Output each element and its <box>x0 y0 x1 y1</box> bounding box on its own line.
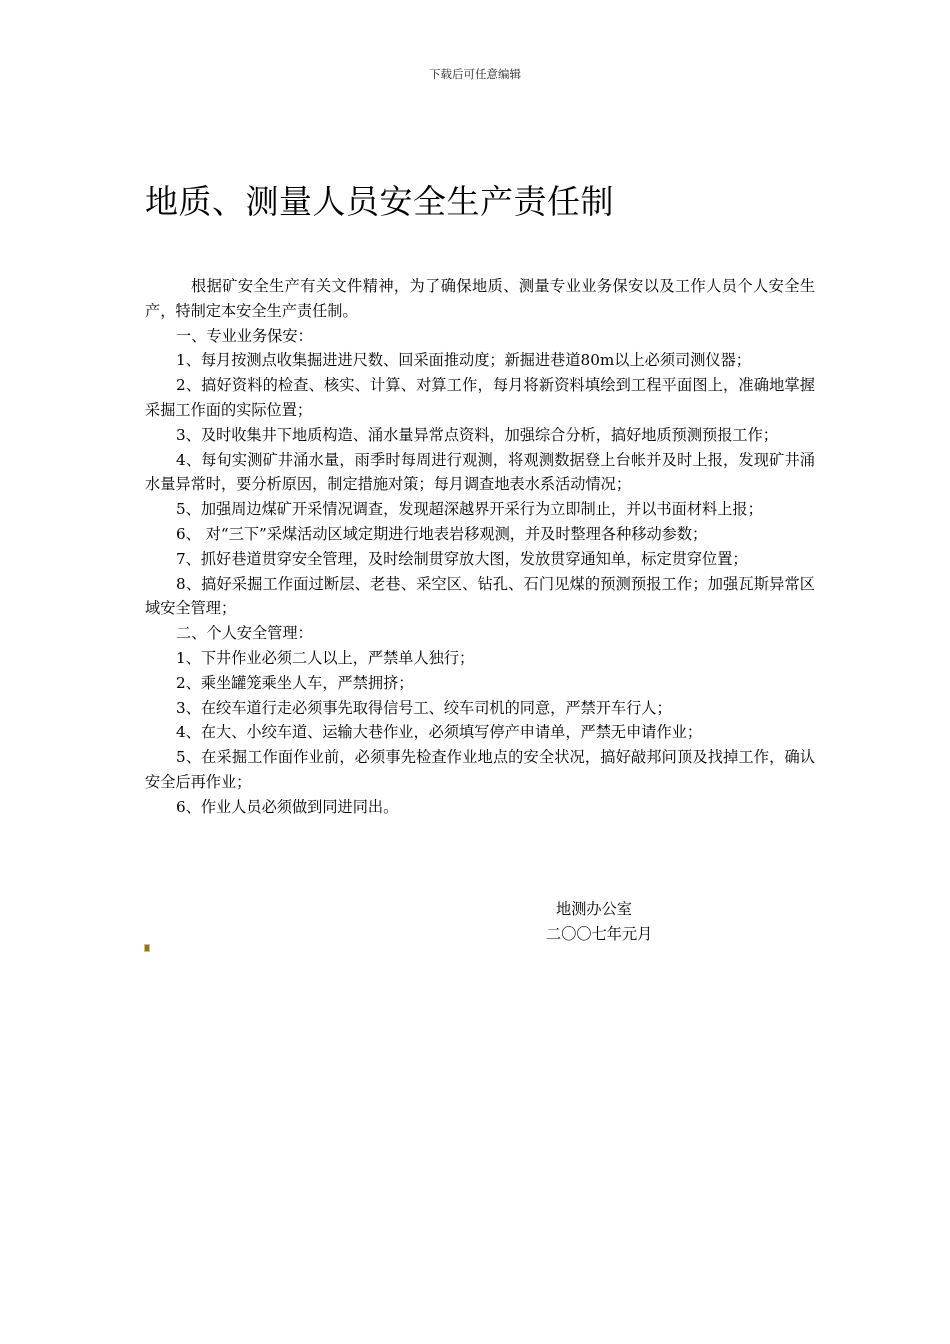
header-note: 下载后可任意编辑 <box>429 67 521 81</box>
signature-office: 地测办公室 <box>556 900 632 918</box>
list-item: 7、抓好巷道贯穿安全管理，及时绘制贯穿放大图，发放贯穿通知单，标定贯穿位置； <box>176 549 748 568</box>
intro-paragraph: 根据矿安全生产有关文件精神，为了确保地质、测量专业业务保安以及工作人员个人安全生产，特制定本安全生产责任制。 <box>145 277 815 320</box>
list-item: 4、在大、小绞车道、运输大巷作业，必须填写停产申请单，严禁无申请作业； <box>176 723 703 742</box>
list-item: 2、乘坐罐笼乘坐人车，严禁拥挤； <box>176 673 414 692</box>
list-item: 1、下井作业必须二人以上，严禁单人独行； <box>176 648 475 667</box>
section-heading: 一、专业业务保安： <box>176 326 313 345</box>
list-item: 2、搞好资料的检查、核实、计算、对算工作，每月将新资料填绘到工程平面图上，准确地掌握采掘工作面的实际位置； <box>145 376 815 419</box>
list-item: 4、每旬实测矿井涌水量，雨季时每周进行观测，将观测数据登上台帐并及时上报，发现矿井涌水量异常时，要分析原因，制定措施对策；每月调查地表水系活动情况； <box>145 450 815 494</box>
signature-date: 二〇〇七年元月 <box>546 925 653 943</box>
section-heading: 二、个人安全管理： <box>176 624 313 643</box>
embedded-object-mark <box>144 944 150 952</box>
document-body <box>145 274 815 820</box>
list-item: 6、 对“三下”采煤活动区域定期进行地表岩移观测，并及时整理各种移动参数； <box>176 524 708 543</box>
list-item: 1、每月按测点收集掘进进尺数、回采面推动度；新掘进巷道80m以上必须司测仪器； <box>176 351 751 370</box>
document-title: 地质、测量人员安全生产责任制 <box>145 182 614 221</box>
list-item: 5、加强周边煤矿开采情况调查，发现超深越界开采行为立即制止，并以书面材料上报； <box>176 500 763 519</box>
list-item: 6、作业人员必须做到同进同出。 <box>176 797 399 816</box>
list-item: 3、及时收集井下地质构造、涌水量异常点资料，加强综合分析，搞好地质预测预报工作； <box>176 425 778 444</box>
list-item: 3、在绞车道行走必须事先取得信号工、绞车司机的同意，严禁开车行人； <box>176 698 672 717</box>
list-item: 5、在采掘工作面作业前，必须事先检查作业地点的安全状况，搞好敲邦问顶及找掉工作，确认安全后再作业； <box>145 748 815 791</box>
list-item: 8、搞好采掘工作面过断层、老巷、采空区、钻孔、石门见煤的预测预报工作；加强瓦斯异常区域安全管理； <box>145 574 815 618</box>
